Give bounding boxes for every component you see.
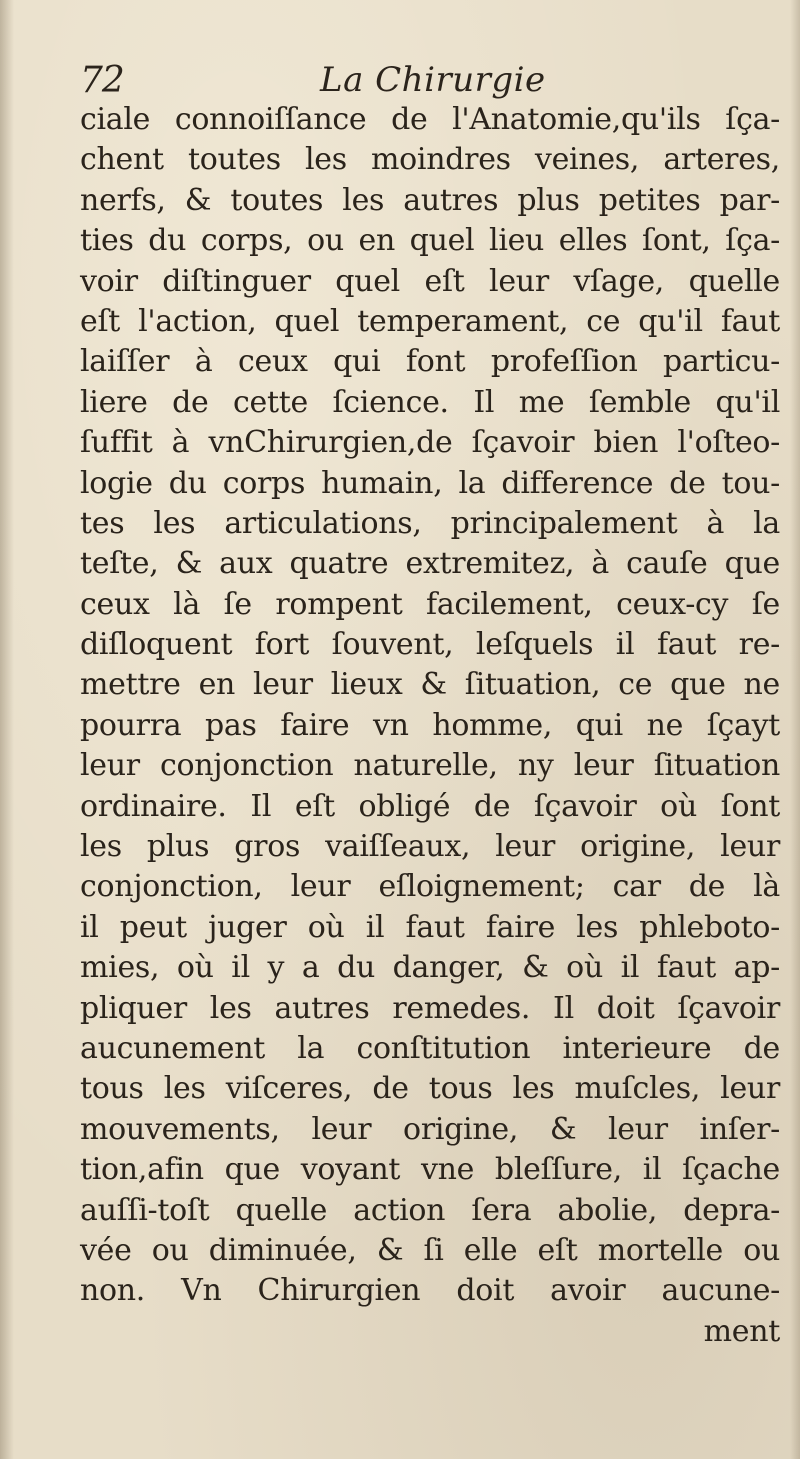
catchword: ment	[703, 1313, 780, 1349]
text-line: auſſi-toſt quelle action ſera abolie, depra-	[80, 1192, 780, 1228]
text-line: tous les viſceres, de tous les muſcles, leur	[80, 1071, 780, 1107]
text-line: non. Vn Chirurgien doit avoir aucune-	[80, 1273, 780, 1309]
text-line: liere de cette ſcience. Il me ſemble qu'il	[80, 384, 780, 420]
text-line: chent toutes les moindres veines, arteres,	[80, 142, 780, 178]
running-title: La Chirurgie	[320, 60, 546, 100]
text-line: laiſſer à ceux qui font profeſſion particu-	[80, 344, 780, 380]
text-line: les plus gros vaiſſeaux, leur origine, leur	[80, 829, 780, 865]
text-line: tes les articulations, principalement à la	[80, 505, 780, 541]
text-line: ciale connoiſſance de l'Anatomie,qu'ils ſça-	[80, 102, 780, 137]
text-line: ſuffit à vnChirurgien,de ſçavoir bien l'oſteo-	[80, 425, 780, 461]
text-line: vée ou diminuée, & ſi elle eſt mortelle ou	[80, 1232, 780, 1268]
text-line: diſloquent fort ſouvent, leſquels il faut re-	[80, 627, 780, 663]
page-edge-shadow-left	[0, 0, 14, 1459]
text-line: logie du corps humain, la difference de tou-	[80, 465, 780, 501]
text-line: aucunement la conſtitution interieure de	[80, 1030, 780, 1066]
text-line: mettre en leur lieux & ſituation, ce que ne	[80, 667, 780, 703]
page-edge-shadow-right	[790, 0, 800, 1459]
text-line: mies, où il y a du danger, & où il faut ap-	[80, 950, 780, 986]
page-number: 72	[80, 60, 124, 101]
text-line: tion,afin que voyant vne bleſſure, il ſçache	[80, 1152, 780, 1188]
text-line: teſte, & aux quatre extremitez, à cauſe que	[80, 546, 780, 582]
body-text	[80, 100, 780, 1352]
text-line: eſt l'action, quel temperament, ce qu'il faut	[80, 303, 780, 339]
text-line: ordinaire. Il eſt obligé de ſçavoir où ſont	[80, 788, 780, 824]
text-line: ties du corps, ou en quel lieu elles ſont, ſça-	[80, 223, 780, 259]
text-line: il peut juger où il faut faire les phleboto-	[80, 909, 780, 945]
text-line: pourra pas faire vn homme, qui ne ſçayt	[80, 707, 780, 743]
text-line: nerfs, & toutes les autres plus petites par-	[80, 182, 780, 218]
text-line: ceux là ſe rompent facilement, ceux-cy ſe	[80, 586, 780, 622]
text-line: leur conjonction naturelle, ny leur ſituation	[80, 748, 780, 784]
text-line: mouvements, leur origine, & leur inſer-	[80, 1111, 780, 1147]
text-line: voir diſtinguer quel eſt leur vſage, quelle	[80, 263, 780, 299]
text-line: conjonction, leur eſloignement; car de là	[80, 869, 780, 905]
text-line: pliquer les autres remedes. Il doit ſçavoir	[80, 990, 780, 1026]
